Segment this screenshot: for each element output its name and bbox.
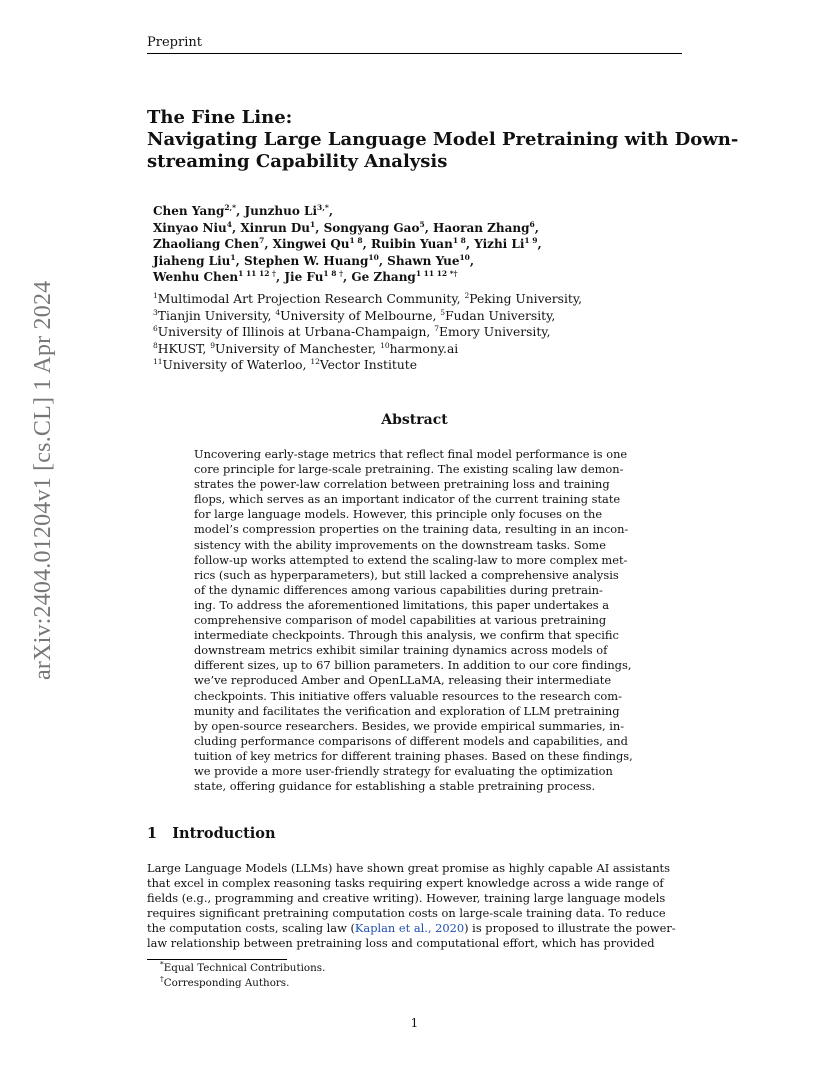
affil-name: Tianjin University, <box>157 308 276 323</box>
abstract-line: we’ve reproduced Amber and OpenLLaMA, releasing their intermediate <box>194 673 612 688</box>
author-name: , Ruibin Yuan <box>362 237 453 252</box>
affiliation-line <box>153 308 673 325</box>
title-line: The Fine Line: <box>147 107 293 128</box>
abstract-line: by open-source researchers. Besides, we provide empirical summaries, in- <box>194 718 625 733</box>
author-name: , Jie Fu <box>275 270 324 285</box>
author-sep: , <box>469 253 475 268</box>
author-sup: 1 <box>230 252 236 262</box>
intro-line <box>147 921 687 936</box>
footnote-mark: † <box>160 974 164 984</box>
author-name: , Junzhuo Li <box>236 204 318 218</box>
affil-name: Vector Institute <box>319 358 417 373</box>
abstract-line: ing. To address the aforementioned limitations, this paper undertakes a <box>194 597 610 612</box>
affil-name: University of Melbourne, <box>280 308 441 323</box>
author-line <box>153 236 673 253</box>
section-number: 1 <box>147 825 158 842</box>
abstract-line: of the dynamic differences among various capabilities during pretrain- <box>194 582 603 597</box>
author-name: , Stephen W. Huang <box>235 253 369 268</box>
intro-line: fields (e.g., programming and creative writing). However, training large language models <box>147 891 666 906</box>
abstract-line: Uncovering early-stage metrics that reflect final model performance is one <box>194 447 628 461</box>
author-sup: 10 <box>459 252 470 262</box>
footnote-mark: * <box>160 959 164 969</box>
footnote <box>160 974 290 989</box>
affil-name: Peking University, <box>469 292 583 306</box>
author-name: , Xingwei Qu <box>264 237 350 252</box>
affil-name: University of Manchester, <box>215 341 381 356</box>
author-sup: 2,* <box>224 203 237 212</box>
author-name: , Xinrun Du <box>232 220 311 235</box>
author-line <box>153 203 673 220</box>
author-sup: 4 <box>226 219 232 229</box>
author-sup: 3,* <box>317 203 329 212</box>
author-name: , Ge Zhang <box>343 270 416 285</box>
affil-sup: 9 <box>210 340 216 350</box>
author-sup: 1 8 † <box>323 269 344 279</box>
intro-paragraph <box>147 861 687 952</box>
abstract-line: state, offering guidance for establishing a stable pretraining process. <box>194 779 596 794</box>
author-name: Jiaheng Liu <box>153 253 231 268</box>
author-name: , Shawn Yue <box>378 253 460 268</box>
affil-sup: 1 <box>153 290 158 300</box>
intro-text: the computation costs, scaling law ( <box>147 921 355 936</box>
abstract-line: rics (such as hyperparameters), but still lacked a comprehensive analysis <box>194 567 619 582</box>
affil-sup: 2 <box>464 290 470 300</box>
author-sup: 1 9 <box>524 236 538 246</box>
author-line <box>153 220 673 237</box>
author-list <box>153 203 673 286</box>
footnote-rule <box>147 959 287 960</box>
citation-link[interactable]: Kaplan et al., 2020 <box>354 921 465 936</box>
author-sup: 1 <box>310 219 316 229</box>
page-number: 1 <box>410 1016 419 1030</box>
intro-line: Large Language Models (LLMs) have shown great promise as highly capable AI assistants <box>147 861 670 875</box>
abstract-line: sistency with the ability improvements on the downstream tasks. Some <box>194 537 606 552</box>
abstract-line: core principle for large-scale pretraining. The existing scaling law demon- <box>194 462 624 477</box>
arxiv-stamp <box>30 280 70 720</box>
affil-name: University of Waterloo, <box>162 358 311 373</box>
author-name: Wenhu Chen <box>153 270 239 285</box>
intro-text: ) is proposed to illustrate the power- <box>464 921 676 936</box>
author-sup: 1 11 12 *† <box>415 269 458 279</box>
abstract-line: checkpoints. This initiative offers valuable resources to the research com- <box>194 688 622 703</box>
abstract-line: comprehensive comparison of model capabilities at various pretraining <box>194 613 607 628</box>
author-line <box>153 269 673 286</box>
affiliation-line <box>153 324 673 341</box>
affiliation-line <box>153 357 673 374</box>
abstract-line: follow-up works attempted to extend the scaling-law to more complex met- <box>194 552 628 567</box>
author-sup: 1 8 <box>452 236 466 246</box>
affil-sup: 4 <box>275 307 281 317</box>
author-name: , Yizhi Li <box>465 237 525 252</box>
affil-name: Fudan University, <box>445 308 556 323</box>
author-sep: , <box>328 204 333 218</box>
abstract-line: munity and facilitates the verification and exploration of LLM pretraining <box>194 703 620 718</box>
title-line: Navigating Large Language Model Pretraining with Down- <box>147 129 739 150</box>
title-line: streaming Capability Analysis <box>147 151 448 172</box>
affiliation-line <box>153 341 673 358</box>
affil-name: harmony.ai <box>389 341 459 356</box>
author-sep: , <box>537 237 542 252</box>
abstract-heading: Abstract <box>381 412 448 428</box>
author-name: Chen Yang <box>153 204 225 218</box>
abstract-line: tuition of key metrics for different training phases. Based on these findings, <box>194 748 633 763</box>
author-name: , Haoran Zhang <box>424 220 530 235</box>
author-line <box>153 253 673 270</box>
affil-sup: 5 <box>440 307 446 317</box>
abstract-line: model’s compression properties on the training data, resulting in an incon- <box>194 522 629 537</box>
affil-sup: 8 <box>153 340 158 350</box>
abstract-line: strates the power-law correlation between pretraining loss and training <box>194 477 610 492</box>
author-sup: 1 8 <box>349 236 363 246</box>
section-heading <box>147 825 276 842</box>
affil-sup: 11 <box>153 357 163 367</box>
affil-sup: 7 <box>434 324 440 334</box>
intro-line: that excel in complex reasoning tasks requiring expert knowledge across a wide range of <box>147 876 664 891</box>
author-sup: 10 <box>368 252 379 262</box>
affiliation-line <box>153 291 673 308</box>
affil-name: University of Illinois at Urbana-Champaign, <box>157 325 435 340</box>
affil-sup: 10 <box>380 340 390 350</box>
abstract-line: different sizes, up to 67 billion parameters. In addition to our core findings, <box>194 658 632 673</box>
author-name: Xinyao Niu <box>153 220 227 235</box>
author-sup: 7 <box>259 236 265 246</box>
affil-name: HKUST, <box>157 341 211 356</box>
affil-sup: 12 <box>310 357 320 367</box>
author-name: Zhaoliang Chen <box>153 237 260 252</box>
abstract-line: we provide a more user-friendly strategy for evaluating the optimization <box>194 763 613 778</box>
affil-sup: 3 <box>153 307 158 317</box>
footnote-text: Equal Technical Contributions. <box>163 962 326 974</box>
abstract-line: for large language models. However, this principle only focuses on the <box>194 507 603 522</box>
header-rule <box>147 53 682 54</box>
intro-line: law relationship between pretraining loss and computational effort, which has provided <box>147 936 655 951</box>
affil-sup: 6 <box>153 324 158 334</box>
abstract-line: cluding performance comparisons of different models and capabilities, and <box>194 733 628 748</box>
author-sup: 1 11 12 † <box>238 269 276 279</box>
abstract-line: downstream metrics exhibit similar training dynamics across models of <box>194 643 608 658</box>
running-header: Preprint <box>147 35 202 50</box>
footnote <box>160 959 326 974</box>
arxiv-stamp-text: arXiv:2404.01204v1 [cs.CL] 1 Apr 2024 <box>30 280 56 680</box>
affiliation-list <box>153 291 673 374</box>
affil-name: Emory University, <box>439 325 551 340</box>
section-title: Introduction <box>172 825 276 842</box>
abstract-line: intermediate checkpoints. Through this analysis, we confirm that specific <box>194 628 619 643</box>
intro-line: requires significant pretraining computation costs on large-scale training data. To reduce <box>147 906 666 921</box>
author-sup: 6 <box>529 219 535 229</box>
footnote-text: Corresponding Authors. <box>163 977 290 989</box>
author-sup: 5 <box>419 219 425 229</box>
abstract-body <box>194 447 638 794</box>
affil-name: Multimodal Art Projection Research Community, <box>157 292 465 306</box>
author-sep: , <box>534 220 539 235</box>
author-name: , Songyang Gao <box>315 220 420 235</box>
abstract-line: flops, which serves as an important indicator of the current training state <box>194 492 621 507</box>
paper-title <box>147 107 739 173</box>
